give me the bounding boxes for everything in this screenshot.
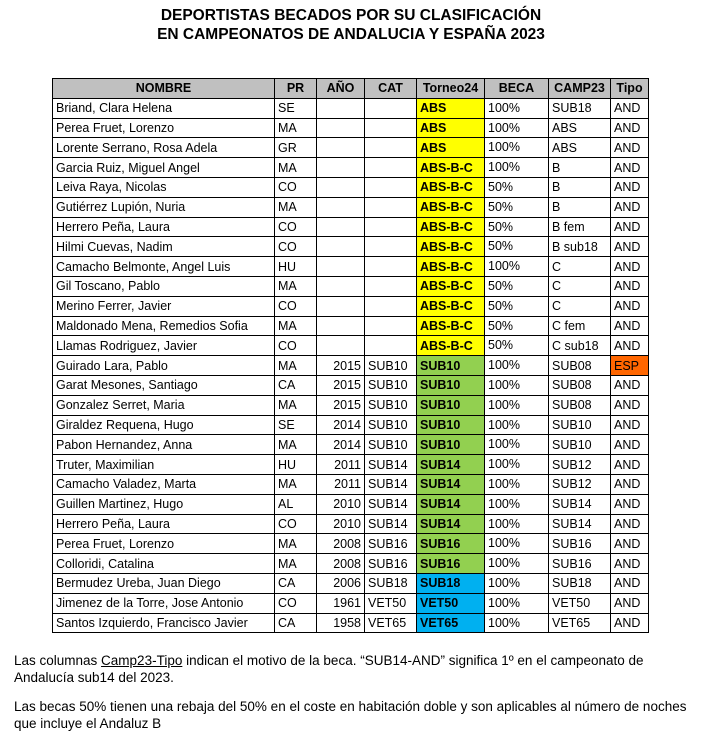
cell-beca: 100% xyxy=(485,613,549,633)
table-row xyxy=(53,514,649,534)
cell-pr: HU xyxy=(275,257,317,277)
cell-pr: MA xyxy=(275,356,317,376)
table-row xyxy=(53,138,649,158)
cell-camp23: SUB08 xyxy=(549,395,611,415)
cell-torneo: SUB16 xyxy=(417,554,485,574)
cell-camp23: VET65 xyxy=(549,613,611,633)
cell-ano xyxy=(317,296,365,316)
cell-cat xyxy=(365,217,417,237)
cell-ano: 2010 xyxy=(317,514,365,534)
cell-camp23: B fem xyxy=(549,217,611,237)
cell-nombre: Guirado Lara, Pablo xyxy=(53,356,275,376)
note-paragraph-2: Las becas 50% tienen una rebaja del 50% en el coste en habitación doble y son aplicables al número de noches que incluye el Andaluz B xyxy=(14,699,687,731)
cell-cat: VET65 xyxy=(365,613,417,633)
header-nombre: NOMBRE xyxy=(53,79,275,99)
cell-nombre: Pabon Hernandez, Anna xyxy=(53,435,275,455)
cell-torneo: ABS-B-C xyxy=(417,177,485,197)
cell-nombre: Giraldez Requena, Hugo xyxy=(53,415,275,435)
cell-pr: MA xyxy=(275,435,317,455)
cell-cat: SUB16 xyxy=(365,554,417,574)
cell-tipo: AND xyxy=(611,435,649,455)
cell-ano: 2008 xyxy=(317,534,365,554)
cell-ano xyxy=(317,138,365,158)
cell-nombre: Lorente Serrano, Rosa Adela xyxy=(53,138,275,158)
cell-tipo: AND xyxy=(611,474,649,494)
cell-pr: CA xyxy=(275,613,317,633)
cell-cat: VET50 xyxy=(365,593,417,613)
cell-beca: 100% xyxy=(485,435,549,455)
cell-nombre: Camacho Belmonte, Angel Luis xyxy=(53,257,275,277)
table-row xyxy=(53,375,649,395)
cell-tipo: AND xyxy=(611,494,649,514)
cell-nombre: Guillen Martinez, Hugo xyxy=(53,494,275,514)
table-row xyxy=(53,237,649,257)
cell-nombre: Jimenez de la Torre, Jose Antonio xyxy=(53,593,275,613)
cell-beca: 50% xyxy=(485,296,549,316)
cell-pr: GR xyxy=(275,138,317,158)
cell-camp23: SUB08 xyxy=(549,356,611,376)
header-tipo: Tipo xyxy=(611,79,649,99)
table-row xyxy=(53,336,649,356)
cell-nombre: Garcia Ruiz, Miguel Angel xyxy=(53,158,275,178)
cell-torneo: SUB10 xyxy=(417,395,485,415)
cell-nombre: Bermudez Ureba, Juan Diego xyxy=(53,573,275,593)
cell-cat: SUB14 xyxy=(365,474,417,494)
cell-pr: SE xyxy=(275,415,317,435)
cell-pr: MA xyxy=(275,118,317,138)
table-row xyxy=(53,197,649,217)
cell-ano: 2015 xyxy=(317,395,365,415)
cell-nombre: Colloridi, Catalina xyxy=(53,554,275,574)
cell-beca: 50% xyxy=(485,177,549,197)
cell-torneo: ABS-B-C xyxy=(417,276,485,296)
cell-ano xyxy=(317,257,365,277)
cell-cat xyxy=(365,197,417,217)
cell-beca: 50% xyxy=(485,197,549,217)
cell-nombre: Perea Fruet, Lorenzo xyxy=(53,534,275,554)
cell-tipo: AND xyxy=(611,316,649,336)
table-row xyxy=(53,98,649,118)
header-torneo24: Torneo24 xyxy=(417,79,485,99)
cell-pr: CO xyxy=(275,336,317,356)
cell-beca: 100% xyxy=(485,138,549,158)
cell-ano: 2014 xyxy=(317,415,365,435)
cell-camp23: SUB12 xyxy=(549,455,611,475)
cell-pr: MA xyxy=(275,554,317,574)
table-body xyxy=(53,98,649,633)
cell-beca: 100% xyxy=(485,98,549,118)
cell-beca: 100% xyxy=(485,554,549,574)
cell-pr: MA xyxy=(275,276,317,296)
cell-camp23: ABS xyxy=(549,138,611,158)
cell-tipo: AND xyxy=(611,455,649,475)
scholarship-table xyxy=(52,78,649,633)
cell-camp23: B sub18 xyxy=(549,237,611,257)
cell-torneo: ABS xyxy=(417,138,485,158)
cell-camp23: ABS xyxy=(549,118,611,138)
table-row xyxy=(53,554,649,574)
table-row xyxy=(53,455,649,475)
cell-tipo: AND xyxy=(611,197,649,217)
cell-camp23: SUB12 xyxy=(549,474,611,494)
cell-cat: SUB16 xyxy=(365,534,417,554)
cell-torneo: SUB10 xyxy=(417,356,485,376)
cell-beca: 100% xyxy=(485,573,549,593)
cell-ano: 2015 xyxy=(317,356,365,376)
cell-ano xyxy=(317,197,365,217)
cell-beca: 100% xyxy=(485,514,549,534)
cell-torneo: ABS-B-C xyxy=(417,257,485,277)
cell-tipo: AND xyxy=(611,138,649,158)
cell-beca: 100% xyxy=(485,118,549,138)
cell-beca: 50% xyxy=(485,276,549,296)
cell-pr: AL xyxy=(275,494,317,514)
cell-tipo: AND xyxy=(611,514,649,534)
cell-tipo: AND xyxy=(611,296,649,316)
cell-camp23: VET50 xyxy=(549,593,611,613)
table-row xyxy=(53,415,649,435)
table-row xyxy=(53,613,649,633)
cell-torneo: ABS-B-C xyxy=(417,296,485,316)
cell-beca: 100% xyxy=(485,158,549,178)
cell-pr: HU xyxy=(275,455,317,475)
cell-cat xyxy=(365,158,417,178)
cell-pr: MA xyxy=(275,474,317,494)
cell-cat xyxy=(365,336,417,356)
cell-torneo: ABS xyxy=(417,98,485,118)
cell-ano: 2011 xyxy=(317,455,365,475)
cell-camp23: B xyxy=(549,177,611,197)
cell-torneo: VET50 xyxy=(417,593,485,613)
cell-tipo: AND xyxy=(611,276,649,296)
cell-torneo: SUB10 xyxy=(417,375,485,395)
cell-torneo: VET65 xyxy=(417,613,485,633)
cell-camp23: SUB14 xyxy=(549,514,611,534)
cell-nombre: Perea Fruet, Lorenzo xyxy=(53,118,275,138)
cell-camp23: SUB10 xyxy=(549,415,611,435)
cell-pr: CO xyxy=(275,593,317,613)
cell-cat: SUB14 xyxy=(365,455,417,475)
cell-cat: SUB14 xyxy=(365,514,417,534)
table-row xyxy=(53,395,649,415)
cell-tipo: AND xyxy=(611,217,649,237)
cell-tipo: AND xyxy=(611,98,649,118)
cell-nombre: Maldonado Mena, Remedios Sofia xyxy=(53,316,275,336)
cell-pr: CA xyxy=(275,375,317,395)
title-line-1: DEPORTISTAS BECADOS POR SU CLASIFICACIÓN xyxy=(160,7,542,24)
cell-ano xyxy=(317,217,365,237)
cell-ano xyxy=(317,237,365,257)
cell-pr: MA xyxy=(275,197,317,217)
cell-nombre: Garat Mesones, Santiago xyxy=(53,375,275,395)
cell-pr: CO xyxy=(275,217,317,237)
cell-nombre: Hilmi Cuevas, Nadim xyxy=(53,237,275,257)
cell-torneo: ABS-B-C xyxy=(417,158,485,178)
cell-nombre: Herrero Peña, Laura xyxy=(53,217,275,237)
cell-ano xyxy=(317,276,365,296)
cell-beca: 100% xyxy=(485,534,549,554)
cell-torneo: ABS xyxy=(417,118,485,138)
cell-camp23: SUB16 xyxy=(549,554,611,574)
cell-tipo: AND xyxy=(611,573,649,593)
cell-camp23: B xyxy=(549,158,611,178)
cell-tipo: AND xyxy=(611,554,649,574)
cell-torneo: SUB14 xyxy=(417,494,485,514)
cell-ano: 2006 xyxy=(317,573,365,593)
cell-ano: 2015 xyxy=(317,375,365,395)
table-row xyxy=(53,573,649,593)
cell-ano xyxy=(317,98,365,118)
cell-torneo: SUB10 xyxy=(417,435,485,455)
cell-tipo: AND xyxy=(611,613,649,633)
cell-tipo: AND xyxy=(611,177,649,197)
cell-ano xyxy=(317,177,365,197)
note-1-underlined: Camp23-Tipo xyxy=(101,653,183,668)
cell-torneo: ABS-B-C xyxy=(417,237,485,257)
cell-torneo: SUB18 xyxy=(417,573,485,593)
cell-ano: 1958 xyxy=(317,613,365,633)
cell-tipo: AND xyxy=(611,415,649,435)
cell-cat: SUB10 xyxy=(365,375,417,395)
document-title xyxy=(0,6,702,44)
cell-cat xyxy=(365,276,417,296)
cell-camp23: C fem xyxy=(549,316,611,336)
cell-pr: MA xyxy=(275,158,317,178)
cell-nombre: Gil Toscano, Pablo xyxy=(53,276,275,296)
cell-tipo: AND xyxy=(611,534,649,554)
cell-pr: SE xyxy=(275,98,317,118)
cell-camp23: SUB18 xyxy=(549,573,611,593)
cell-beca: 100% xyxy=(485,356,549,376)
cell-nombre: Herrero Peña, Laura xyxy=(53,514,275,534)
table-header-row xyxy=(53,79,649,99)
cell-pr: CO xyxy=(275,177,317,197)
cell-beca: 100% xyxy=(485,415,549,435)
cell-camp23: C xyxy=(549,257,611,277)
cell-cat: SUB10 xyxy=(365,395,417,415)
table-row xyxy=(53,534,649,554)
table-row xyxy=(53,118,649,138)
table-row xyxy=(53,158,649,178)
cell-ano: 2008 xyxy=(317,554,365,574)
cell-camp23: SUB10 xyxy=(549,435,611,455)
cell-cat: SUB10 xyxy=(365,356,417,376)
cell-nombre: Santos Izquierdo, Francisco Javier xyxy=(53,613,275,633)
cell-camp23: B xyxy=(549,197,611,217)
cell-camp23: SUB18 xyxy=(549,98,611,118)
cell-nombre: Camacho Valadez, Marta xyxy=(53,474,275,494)
table-row xyxy=(53,435,649,455)
cell-beca: 100% xyxy=(485,395,549,415)
title-line-2: EN CAMPEONATOS DE ANDALUCIA Y ESPAÑA 2023 xyxy=(157,26,545,43)
cell-beca: 100% xyxy=(485,474,549,494)
cell-ano xyxy=(317,316,365,336)
header-pr: PR xyxy=(275,79,317,99)
cell-nombre: Leiva Raya, Nicolas xyxy=(53,177,275,197)
table-row xyxy=(53,217,649,237)
table-row xyxy=(53,593,649,613)
cell-tipo: AND xyxy=(611,375,649,395)
table-row xyxy=(53,356,649,376)
cell-nombre: Gutiérrez Lupión, Nuria xyxy=(53,197,275,217)
cell-beca: 50% xyxy=(485,336,549,356)
cell-torneo: ABS-B-C xyxy=(417,197,485,217)
header-cat: CAT xyxy=(365,79,417,99)
note-paragraph-1 xyxy=(14,652,694,686)
cell-torneo: SUB14 xyxy=(417,474,485,494)
cell-camp23: SUB08 xyxy=(549,375,611,395)
note-1-prefix: Las columnas xyxy=(14,653,102,668)
cell-pr: MA xyxy=(275,395,317,415)
cell-beca: 100% xyxy=(485,494,549,514)
cell-pr: CO xyxy=(275,296,317,316)
cell-camp23: SUB14 xyxy=(549,494,611,514)
cell-cat xyxy=(365,177,417,197)
cell-cat xyxy=(365,296,417,316)
cell-tipo: AND xyxy=(611,395,649,415)
cell-cat: SUB18 xyxy=(365,573,417,593)
cell-cat xyxy=(365,118,417,138)
cell-ano: 2014 xyxy=(317,435,365,455)
header-beca: BECA xyxy=(485,79,549,99)
cell-cat xyxy=(365,237,417,257)
cell-torneo: ABS-B-C xyxy=(417,217,485,237)
cell-torneo: SUB10 xyxy=(417,415,485,435)
header-ano: AÑO xyxy=(317,79,365,99)
cell-beca: 50% xyxy=(485,217,549,237)
cell-tipo: AND xyxy=(611,237,649,257)
cell-pr: CO xyxy=(275,237,317,257)
cell-tipo: AND xyxy=(611,593,649,613)
cell-cat: SUB10 xyxy=(365,435,417,455)
cell-cat xyxy=(365,257,417,277)
cell-ano xyxy=(317,118,365,138)
cell-torneo: ABS-B-C xyxy=(417,336,485,356)
cell-nombre: Briand, Clara Helena xyxy=(53,98,275,118)
cell-pr: MA xyxy=(275,316,317,336)
table-row xyxy=(53,316,649,336)
cell-camp23: C xyxy=(549,276,611,296)
cell-nombre: Truter, Maximilian xyxy=(53,455,275,475)
cell-ano xyxy=(317,158,365,178)
cell-cat xyxy=(365,138,417,158)
cell-nombre: Llamas Rodriguez, Javier xyxy=(53,336,275,356)
cell-camp23: SUB16 xyxy=(549,534,611,554)
cell-cat: SUB10 xyxy=(365,415,417,435)
cell-cat: SUB14 xyxy=(365,494,417,514)
cell-torneo: SUB14 xyxy=(417,514,485,534)
cell-nombre: Gonzalez Serret, Maria xyxy=(53,395,275,415)
cell-beca: 100% xyxy=(485,593,549,613)
note-1-rest: indican el motivo de la beca. “SUB14-AND” significa 1º en el campeonato de Andalucía sub14 del 2023. xyxy=(14,653,644,685)
cell-tipo: AND xyxy=(611,118,649,138)
cell-ano: 2010 xyxy=(317,494,365,514)
cell-cat xyxy=(365,98,417,118)
table-row xyxy=(53,474,649,494)
cell-torneo: SUB16 xyxy=(417,534,485,554)
cell-beca: 50% xyxy=(485,316,549,336)
cell-tipo: AND xyxy=(611,158,649,178)
cell-ano: 1961 xyxy=(317,593,365,613)
table-row xyxy=(53,494,649,514)
cell-pr: MA xyxy=(275,534,317,554)
cell-beca: 50% xyxy=(485,237,549,257)
table-row xyxy=(53,257,649,277)
cell-cat xyxy=(365,316,417,336)
cell-beca: 100% xyxy=(485,375,549,395)
cell-torneo: ABS-B-C xyxy=(417,316,485,336)
table-row xyxy=(53,177,649,197)
cell-ano xyxy=(317,336,365,356)
cell-tipo: ESP xyxy=(611,356,649,376)
cell-tipo: AND xyxy=(611,336,649,356)
header-camp23: CAMP23 xyxy=(549,79,611,99)
cell-pr: CA xyxy=(275,573,317,593)
cell-tipo: AND xyxy=(611,257,649,277)
cell-torneo: SUB14 xyxy=(417,455,485,475)
cell-camp23: C sub18 xyxy=(549,336,611,356)
cell-ano: 2011 xyxy=(317,474,365,494)
table-row xyxy=(53,296,649,316)
cell-beca: 100% xyxy=(485,455,549,475)
cell-beca: 100% xyxy=(485,257,549,277)
cell-camp23: C xyxy=(549,296,611,316)
table-row xyxy=(53,276,649,296)
cell-pr: CO xyxy=(275,514,317,534)
cell-nombre: Merino Ferrer, Javier xyxy=(53,296,275,316)
